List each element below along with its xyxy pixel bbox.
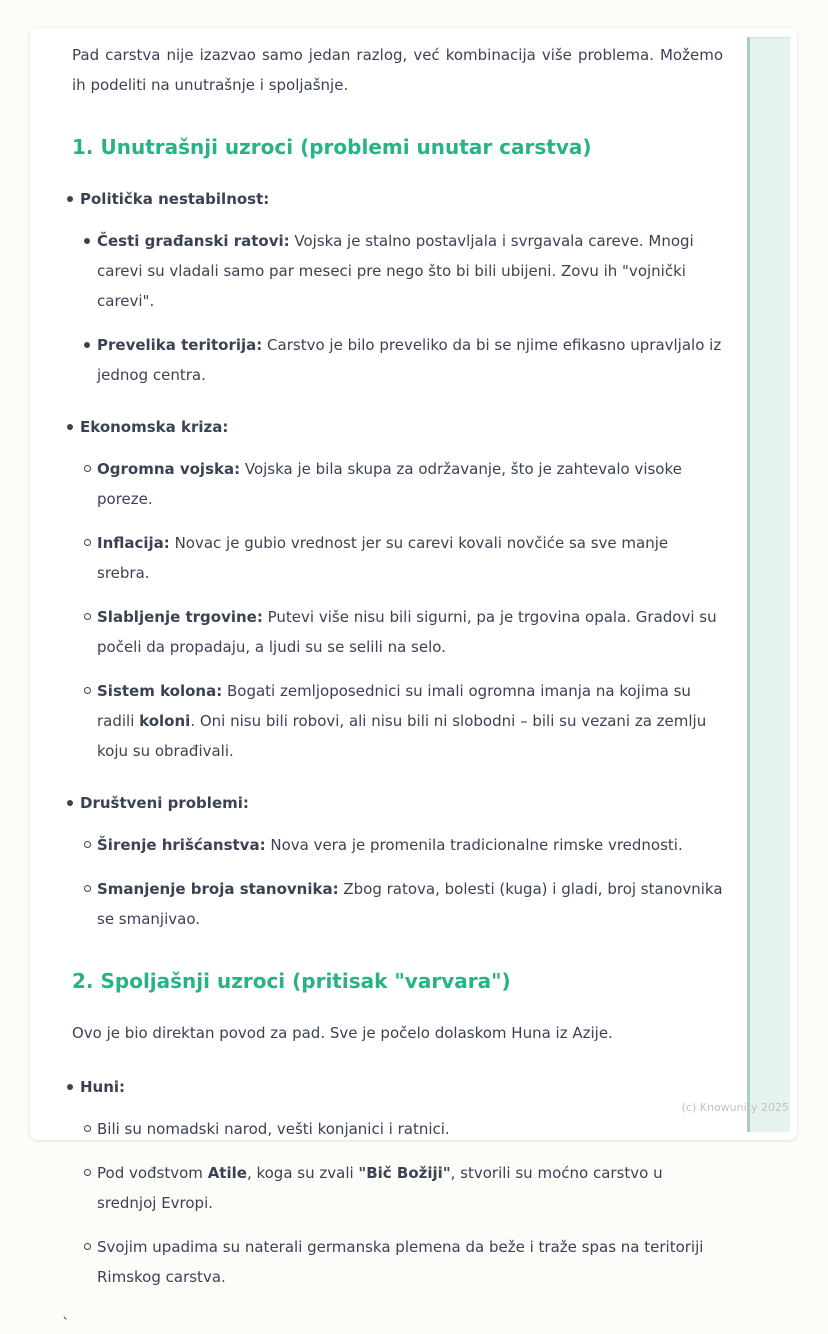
section-title-2: 2. Spoljašnji uzroci (pritisak "varvara"): [72, 969, 511, 993]
bullet-disc-icon: [67, 800, 73, 806]
section-2-list: [72, 1072, 723, 1292]
list-item-text: Svojim upadima su naterali germanska plemena da beže i traže spas na teritoriji Rimskog carstva.: [97, 1238, 704, 1286]
bullet-circle-icon: [84, 687, 91, 694]
list-item: [80, 874, 723, 934]
document-content: [30, 28, 797, 1334]
footer-credit: (c) Knowunity 2025: [681, 1101, 789, 1114]
list-item: [80, 1114, 723, 1144]
bullet-circle-icon: [84, 465, 91, 472]
section-2-lead: Ovo je bio direktan povod za pad. Sve je počelo dolaskom Huna iz Azije.: [72, 1024, 613, 1042]
list-item-text: Sistem kolona: Bogati zemljoposednici su imali ogromna imanja na kojima su radili koloni. Oni nisu bili robovi, ali nisu bili ni slobodni – bili su vezani za zemlju koju su obrađivali.: [97, 682, 707, 760]
list-item-text: Smanjenje broja stanovnika: Zbog ratova, bolesti (kuga) i gladi, broj stanovnika se smanjivao.: [97, 880, 723, 928]
list-item: [80, 454, 723, 514]
list-item: [80, 830, 723, 860]
list-item: [80, 602, 723, 662]
list-item-text: Ogromna vojska: Vojska je bila skupa za održavanje, što je zahtevalo visoke poreze.: [97, 460, 682, 508]
bullet-circle-icon: [84, 885, 91, 892]
list-item-text: Inflacija: Novac je gubio vrednost jer su carevi kovali novčiće sa sve manje srebra.: [97, 534, 669, 582]
bullet-disc-icon: [67, 1084, 73, 1090]
sublist: [80, 1114, 723, 1292]
group-label: Društveni problemi:: [80, 794, 249, 812]
intro-paragraph: Pad carstva nije izazvao samo jedan razlog, već kombinacija više problema. Možemo ih podeliti na unutrašnje i spoljašnje.: [72, 46, 723, 94]
list-item-text: Pod vođstvom Atile, koga su zvali "Bič Božiji", stvorili su moćno carstvo u srednjoj Evropi.: [97, 1164, 663, 1212]
list-item-text: Prevelika teritorija: Carstvo je bilo preveliko da bi se njime efikasno upravljalo iz jednog centra.: [97, 336, 722, 384]
list-item: [80, 226, 723, 316]
sublist: [80, 226, 723, 390]
stray-backtick: `: [62, 1315, 70, 1333]
list-group-huni: [72, 1072, 723, 1292]
list-item: [80, 1232, 723, 1292]
list-item-text: Slabljenje trgovine: Putevi više nisu bili sigurni, pa je trgovina opala. Gradovi su počeli da propadaju, a ljudi su se selili na selo.: [97, 608, 717, 656]
bullet-disc-icon: [67, 196, 73, 202]
list-item: [80, 1158, 723, 1218]
bullet-circle-icon: [84, 539, 91, 546]
list-item-text: Bili su nomadski narod, vešti konjanici i ratnici.: [97, 1120, 450, 1138]
list-item: [80, 676, 723, 766]
sublist: [80, 454, 723, 766]
bullet-circle-icon: [84, 1169, 91, 1176]
group-label: Ekonomska kriza:: [80, 418, 229, 436]
list-group-drustveni-problemi: [72, 788, 723, 934]
bullet-circle-icon: [84, 613, 91, 620]
list-item: [80, 330, 723, 390]
bullet-circle-icon: [84, 1243, 91, 1250]
group-label: Politička nestabilnost:: [80, 190, 270, 208]
bullet-disc-icon: [67, 424, 73, 430]
bullet-disc-icon: [84, 238, 90, 244]
bullet-circle-icon: [84, 841, 91, 848]
section-title-1: 1. Unutrašnji uzroci (problemi unutar carstva): [72, 135, 592, 159]
list-item-text: Širenje hrišćanstva: Nova vera je promenila tradicionalne rimske vrednosti.: [97, 836, 683, 854]
bullet-circle-icon: [84, 1125, 91, 1132]
list-group-ekonomska-kriza: [72, 412, 723, 766]
bullet-disc-icon: [84, 342, 90, 348]
list-item: [80, 528, 723, 588]
list-group-politicka-nestabilnost: [72, 184, 723, 390]
section-1-list: [72, 184, 723, 934]
document-page: [30, 28, 797, 1333]
sublist: [80, 830, 723, 934]
group-label: Huni:: [80, 1078, 126, 1096]
list-item-text: Česti građanski ratovi: Vojska je stalno postavljala i svrgavala careve. Mnogi carevi su vladali samo par meseci pre nego što bi bili ubijeni. Zovu ih "vojnički carevi".: [97, 232, 694, 310]
